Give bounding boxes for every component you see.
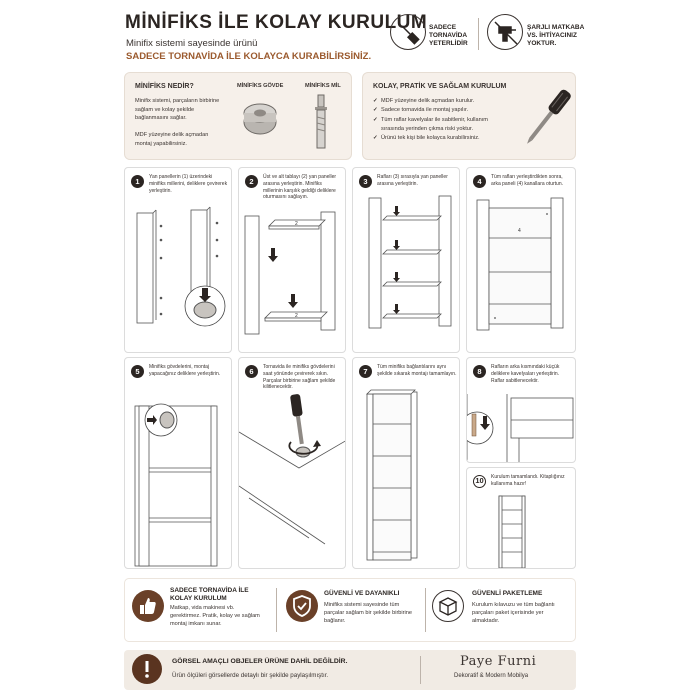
minifiks-note: MDF yüzeyine delik açmadan montaj yapabilirsiniz. [135, 132, 209, 147]
step-card-7 [352, 357, 460, 569]
step-7-illustration [353, 358, 460, 569]
features-list-item: ✓ Sadece tornavida ile montaj yapılır. [373, 106, 505, 115]
step-number: 8 [473, 365, 486, 378]
step-text: Üst ve alt tablayı (2) yan paneller arasına yerleştirin. Minifiks millerinin karşılık geldiği deliklere oturmasını sağlayın. [263, 174, 337, 201]
minifiks-pin-label: MİNİFİKS MİL [305, 83, 341, 89]
page-title: MİNİFİKS İLE KOLAY KURULUM [125, 12, 428, 33]
feature-text: Kurulum kılavuzu ve tüm bağlantı parçaları paket içerisinde yer almaktadır. [472, 602, 555, 624]
disclaimer-title: GÖRSEL AMAÇLI OBJELER ÜRÜNE DAHİL DEĞİLDİR. [172, 658, 348, 665]
step-number: 4 [473, 175, 486, 188]
feature-title: GÜVENLİ PAKETLEME [472, 590, 543, 597]
step-number: 1 [131, 175, 144, 188]
step-card-1 [124, 167, 232, 353]
svg-text:2: 2 [295, 221, 298, 227]
step-text: Tornavida ile minifiks gövdelerini saat yönünde çevirerek sıkın. Parçalar birbirine sağlam şekilde kilitlenecektir. [263, 364, 336, 391]
screwdriver-icon [390, 14, 426, 50]
step-number: 10 [473, 475, 486, 488]
step-card-2 [238, 167, 346, 353]
features-list [373, 97, 505, 143]
subtitle: Minifix sistemi sayesinde ürünü [126, 38, 258, 49]
minifiks-body-illustration [235, 97, 285, 137]
features-panel-title: KOLAY, PRATİK VE SAĞLAM KURULUM [373, 83, 507, 90]
shield-check-icon [286, 590, 318, 622]
features-list-item: ✓ MDF yüzeyine delik açmadan kurulur. [373, 97, 505, 106]
header-divider [478, 18, 479, 50]
features-panel [362, 72, 576, 160]
step-number: 2 [245, 175, 258, 188]
badge-drill-text: ŞARJLI MATKABA VS. İHTİYACINIZ YOKTUR. [527, 24, 585, 47]
features-list-item: ✓ Tüm raflar kavelyalar ile sabitlenir, kullanım sırasında yerinden çıkma riski yoktur. [373, 116, 505, 135]
step-text: Tüm rafları yerleştirdikten sonra, arka paneli (4) kanallara oturtun. [491, 174, 563, 187]
subtitle-highlight: SADECE TORNAVİDA İLE KOLAYCA KURABİLİRSİNİZ. [126, 51, 372, 62]
step-text: Yan panellerin (1) üzerindeki minifiks millerini, deliklere çevirerek yerleştirin. [149, 174, 228, 194]
minifiks-panel [124, 72, 352, 160]
minifiks-body-label: MİNİFİKS GÖVDE [237, 83, 284, 89]
brand-name: Paye Furni [460, 654, 537, 669]
feature-title: GÜVENLİ VE DAYANIKLI [324, 590, 400, 597]
warning-icon [132, 654, 162, 684]
step-card-6 [238, 357, 346, 569]
feature-text: Minifiks sistemi sayesinde tüm parçalar sağlam bir şekilde birbirine bağlanır. [324, 602, 412, 624]
minifiks-pin-illustration [311, 93, 331, 155]
step-5-illustration [125, 358, 232, 569]
step-3-illustration [353, 168, 460, 353]
step-text: Rafların arka kısmındaki küçük deliklere kavelyaları yerleştirin. Raflar sabitlenecektir. [491, 364, 560, 384]
step-card-5 [124, 357, 232, 569]
feature-title: SADECE TORNAVİDA İLE KOLAY KURULUM [170, 587, 249, 602]
disclaimer-text: Ürün ölçüleri görsellerde detaylı bir şekilde paylaşılmıştır. [172, 672, 329, 679]
step-text: Tüm minifiks bağlantılarını aynı şekilde sıkarak montajı tamamlayın. [377, 364, 457, 377]
minifiks-panel-title: MİNİFİKS NEDİR? [135, 83, 194, 90]
feature-divider [425, 588, 426, 632]
feature-divider [276, 588, 277, 632]
step-number: 6 [245, 365, 258, 378]
package-icon [432, 590, 464, 622]
step-text: Rafları (3) sırasıyla yan paneller arasına yerleştirin. [377, 174, 448, 187]
step-number: 3 [359, 175, 372, 188]
minifiks-description: Minifix sistemi, parçaların birbirine sağlam ve kolay şekilde bağlanmasını sağlar. [135, 98, 220, 122]
thumbs-up-icon [132, 590, 164, 622]
feature-text: Matkap, vida makinesi vb. gerektirmez. Pratik, kolay ve sağlam montaj imkanı sunar. [170, 605, 260, 627]
step-number: 7 [359, 365, 372, 378]
footer-divider [420, 656, 421, 684]
features-list-item: ✓ Ürünü tek kişi bile kolayca kurabilirsiniz. [373, 134, 505, 143]
svg-text:2: 2 [295, 313, 298, 319]
svg-text:4: 4 [518, 228, 521, 234]
no-drill-icon [487, 14, 523, 50]
step-1-illustration [125, 168, 232, 353]
brand-tagline: Dekoratif & Modern Mobilya [454, 673, 529, 679]
step-text: Minifiks gövdelerini, montaj yapacağınız deliklere yerleştirin. [149, 364, 221, 377]
step-card-3 [352, 167, 460, 353]
step-4-illustration [467, 168, 576, 353]
screwdriver-illustration [523, 81, 573, 153]
badge-screwdriver-text: SADECE TORNAVİDA YETERLİDİR [429, 24, 468, 47]
step-text: Kurulum tamamlandı. Kitaplığınız kullanıma hazır! [491, 474, 565, 487]
step-number: 5 [131, 365, 144, 378]
step-card-8 [466, 357, 576, 463]
step-card-4 [466, 167, 576, 353]
step-card-10 [466, 467, 576, 569]
